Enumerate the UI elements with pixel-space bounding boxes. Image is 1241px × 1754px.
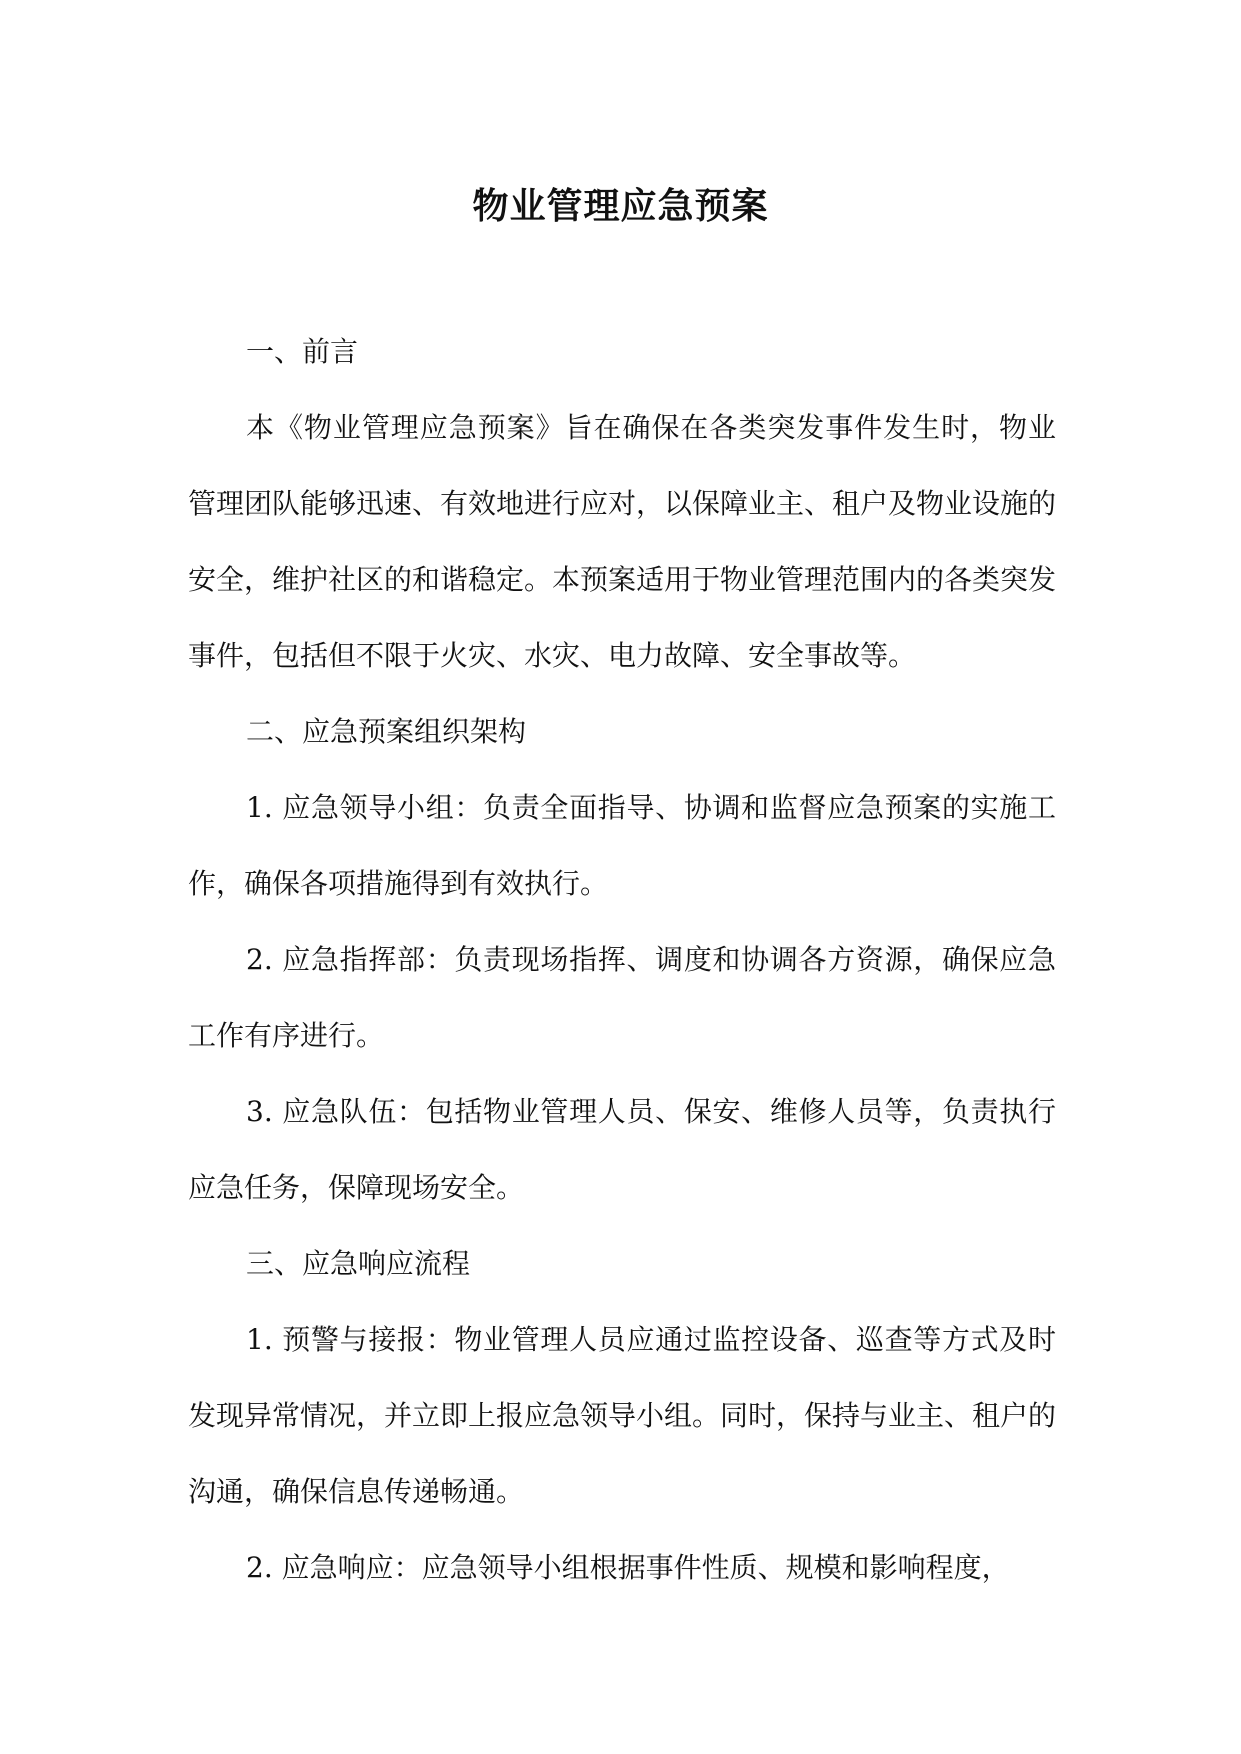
paragraph-command-center: 2. 应急指挥部：负责现场指挥、调度和协调各方资源，确保应急工作有序进行。 [188,943,1056,1052]
paragraph-emergency-response: 2. 应急响应：应急领导小组根据事件性质、规模和影响程度， [246,1551,1010,1584]
document-body [188,314,1056,1606]
section-heading-organization: 二、应急预案组织架构 [246,715,527,748]
section-heading-preface: 一、前言 [246,335,359,368]
paragraph-emergency-team: 3. 应急队伍：包括物业管理人员、保安、维修人员等，负责执行应急任务，保障现场安全。 [188,1095,1056,1204]
paragraph-warning-reporting: 1. 预警与接报：物业管理人员应通过监控设备、巡查等方式及时发现异常情况，并立即上报应急领导小组。同时，保持与业主、租户的沟通，确保信息传递畅通。 [188,1323,1057,1508]
paragraph-leadership-group: 1. 应急领导小组：负责全面指导、协调和监督应急预案的实施工作，确保各项措施得到有效执行。 [188,791,1056,900]
document-title: 物业管理应急预案 [472,186,769,227]
section-heading-response-process: 三、应急响应流程 [246,1247,471,1280]
paragraph-preface: 本《物业管理应急预案》旨在确保在各类突发事件发生时，物业管理团队能够迅速、有效地进行应对，以保障业主、租户及物业设施的安全，维护社区的和谐稳定。本预案适用于物业管理范围内的各类突发事件，包括但不限于火灾、水灾、电力故障、安全事故等。 [188,411,1057,672]
